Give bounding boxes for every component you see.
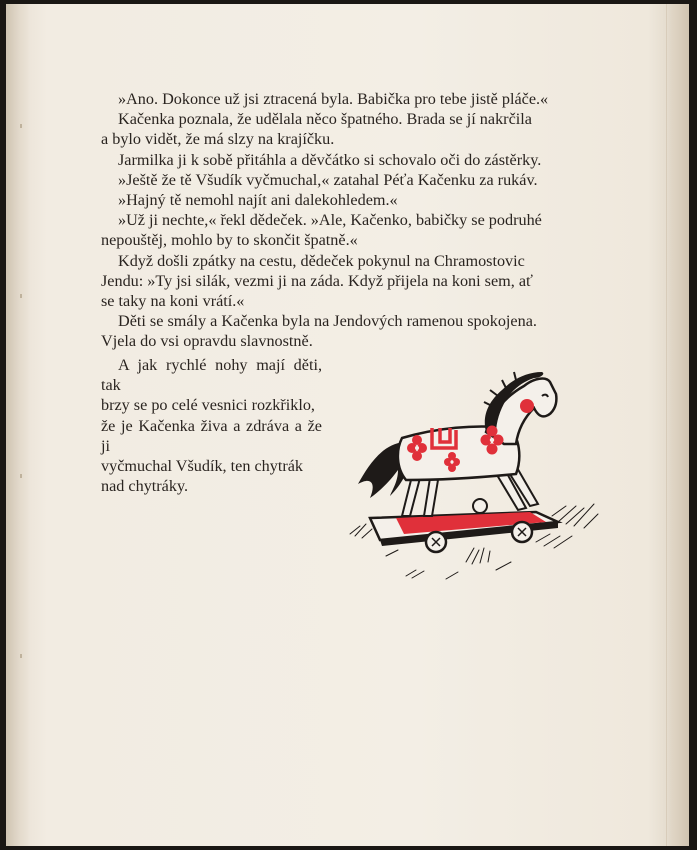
text-line: »Už ji nechte,« řekl dědeček. »Ale, Kačenko, babičky se podruhé [118, 211, 542, 230]
text-line: a bylo vidět, že má slzy na krajíčku. [101, 130, 335, 149]
text-line: nad chytráky. [101, 477, 189, 496]
toy-rocking-horse-icon [346, 366, 601, 591]
text-line: nepouštěj, mohlo by to skončit špatně.« [101, 231, 358, 250]
text-line: »Ještě že tě Všudík vyčmuchal,« zatahal Péťa Kačenku za rukáv. [118, 170, 538, 189]
text-line: Vjela do vsi opravdu slavnostně. [101, 332, 313, 351]
text-line: »Ano. Dokonce už jsi ztracená byla. Babička pro tebe jistě pláče.« [118, 90, 549, 108]
text-line: Když došli zpátky na cestu, dědeček pokynul na Chramostovic [118, 251, 525, 270]
text-line: brzy se po celé vesnici rozkřiklo, [101, 396, 315, 415]
text-line: vyčmuchal Všudík, ten chytrák [101, 457, 303, 476]
page-edge [666, 4, 689, 846]
text-line: A jak rychlé nohy mají děti, tak [101, 356, 322, 395]
text-line: Jarmilka ji k sobě přitáhla a děvčátko si schovalo oči do zástěrky. [118, 150, 542, 169]
text-line: »Hajný tě nemohl najít ani dalekohledem.« [118, 191, 398, 210]
story-text-main [101, 89, 579, 352]
story-text-side [101, 355, 322, 496]
page-binding [6, 4, 30, 846]
text-line: Děti se smály a Kačenka byla na Jendových ramenou spokojena. [118, 312, 537, 331]
text-line: se taky na koni vrátí.« [101, 292, 245, 311]
text-line: že je Kačenka živa a zdráva a že ji [101, 416, 322, 455]
text-line: Kačenka poznala, že udělala něco špatného. Brada se jí nakrčila [118, 110, 532, 129]
text-line: Jendu: »Ty jsi silák, vezmi ji na záda. Když přijela na koni sem, ať [101, 271, 533, 290]
